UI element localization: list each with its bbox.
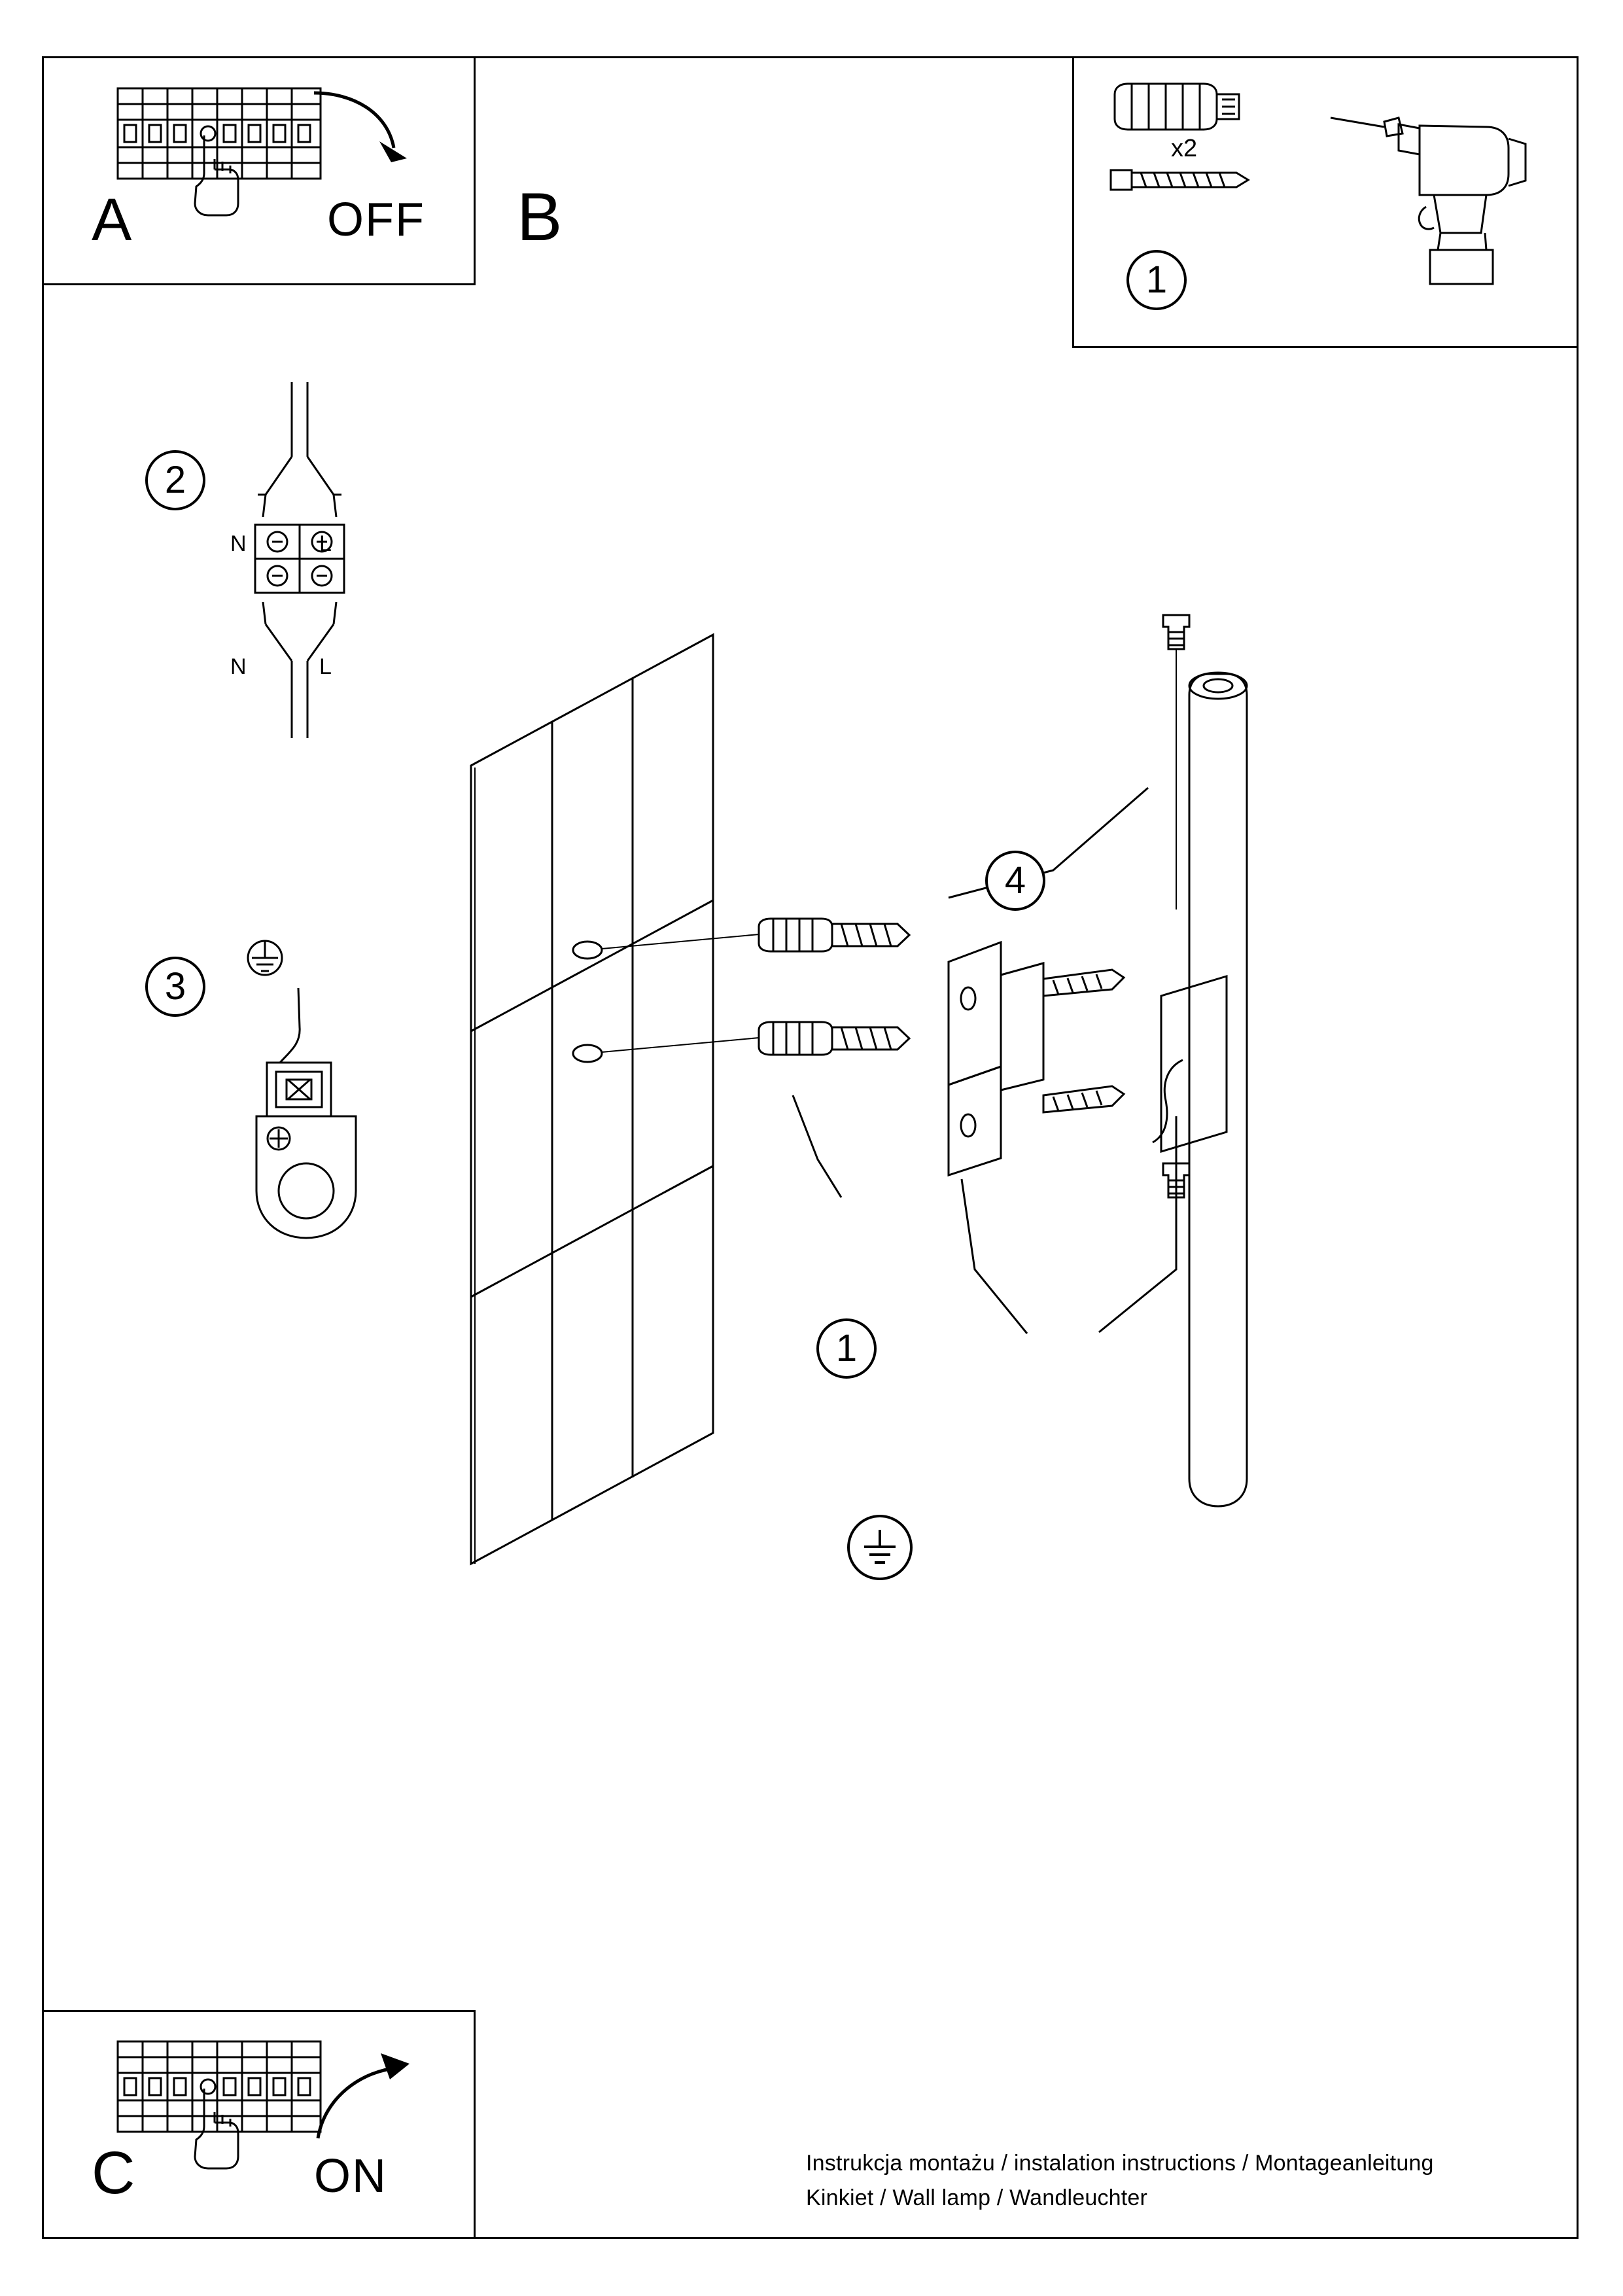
caption-subtitle: Kinkiet / Wall lamp / Wandleuchter xyxy=(806,2185,1148,2210)
tiled-wall-icon xyxy=(471,635,713,1564)
leader-line-ground-2 xyxy=(1099,1116,1176,1332)
leader-line-4 xyxy=(949,788,1148,898)
wall-hole-icon xyxy=(573,942,602,1062)
step-a-letter: A xyxy=(92,186,132,253)
leader-line-1 xyxy=(793,1095,841,1197)
step-b-letter: B xyxy=(517,179,563,255)
terminal-label-n-bottom: N xyxy=(230,654,247,679)
arrow-up-icon xyxy=(301,2041,412,2146)
terminal-label-l-top: L xyxy=(319,531,332,556)
power-drill-icon xyxy=(1321,98,1544,314)
ground-point-icon xyxy=(844,1511,916,1583)
terminal-label-n-top: N xyxy=(230,531,247,556)
main-assembly-illustration xyxy=(451,609,1472,1786)
step-a-label: OFF xyxy=(327,194,425,246)
footer-caption xyxy=(806,2146,1558,2215)
callout-1-tools: 1 xyxy=(1126,250,1187,310)
terminal-block-icon xyxy=(229,380,373,746)
screw-icon xyxy=(832,924,909,946)
caption-title: Instrukcja montażu / instalation instructions / Montageanleitung xyxy=(806,2151,1434,2176)
screw-icon xyxy=(832,1027,909,1050)
tools-quantity-label: x2 xyxy=(1171,135,1198,162)
lamp-terminal-housing-icon xyxy=(242,981,412,1256)
arrow-down-icon xyxy=(307,85,412,183)
wall-anchor-icon xyxy=(759,1022,832,1055)
screw-icon xyxy=(1043,1086,1124,1112)
terminal-label-l-bottom: L xyxy=(319,654,332,679)
step-c-label: ON xyxy=(314,2150,387,2202)
earth-ground-icon xyxy=(236,936,294,988)
callout-4-bracket: 4 xyxy=(985,851,1045,911)
wall-plug-icon xyxy=(1106,77,1249,136)
screw-icon xyxy=(1043,970,1124,996)
callout-3-earth: 3 xyxy=(145,957,205,1017)
callout-1-mount: 1 xyxy=(816,1318,877,1379)
grub-screw-icon xyxy=(1163,615,1189,649)
lamp-backplate-icon xyxy=(1161,976,1227,1152)
l-bracket-icon xyxy=(949,942,1043,1175)
leader-line-ground xyxy=(962,1179,1027,1333)
screw-icon xyxy=(1106,157,1256,203)
tube-wall-lamp-icon xyxy=(1189,673,1247,1506)
step-c-letter: C xyxy=(92,2140,135,2206)
callout-2-wiring: 2 xyxy=(145,450,205,510)
wall-anchor-icon xyxy=(759,919,832,951)
earth-wire-icon xyxy=(1153,1060,1183,1142)
